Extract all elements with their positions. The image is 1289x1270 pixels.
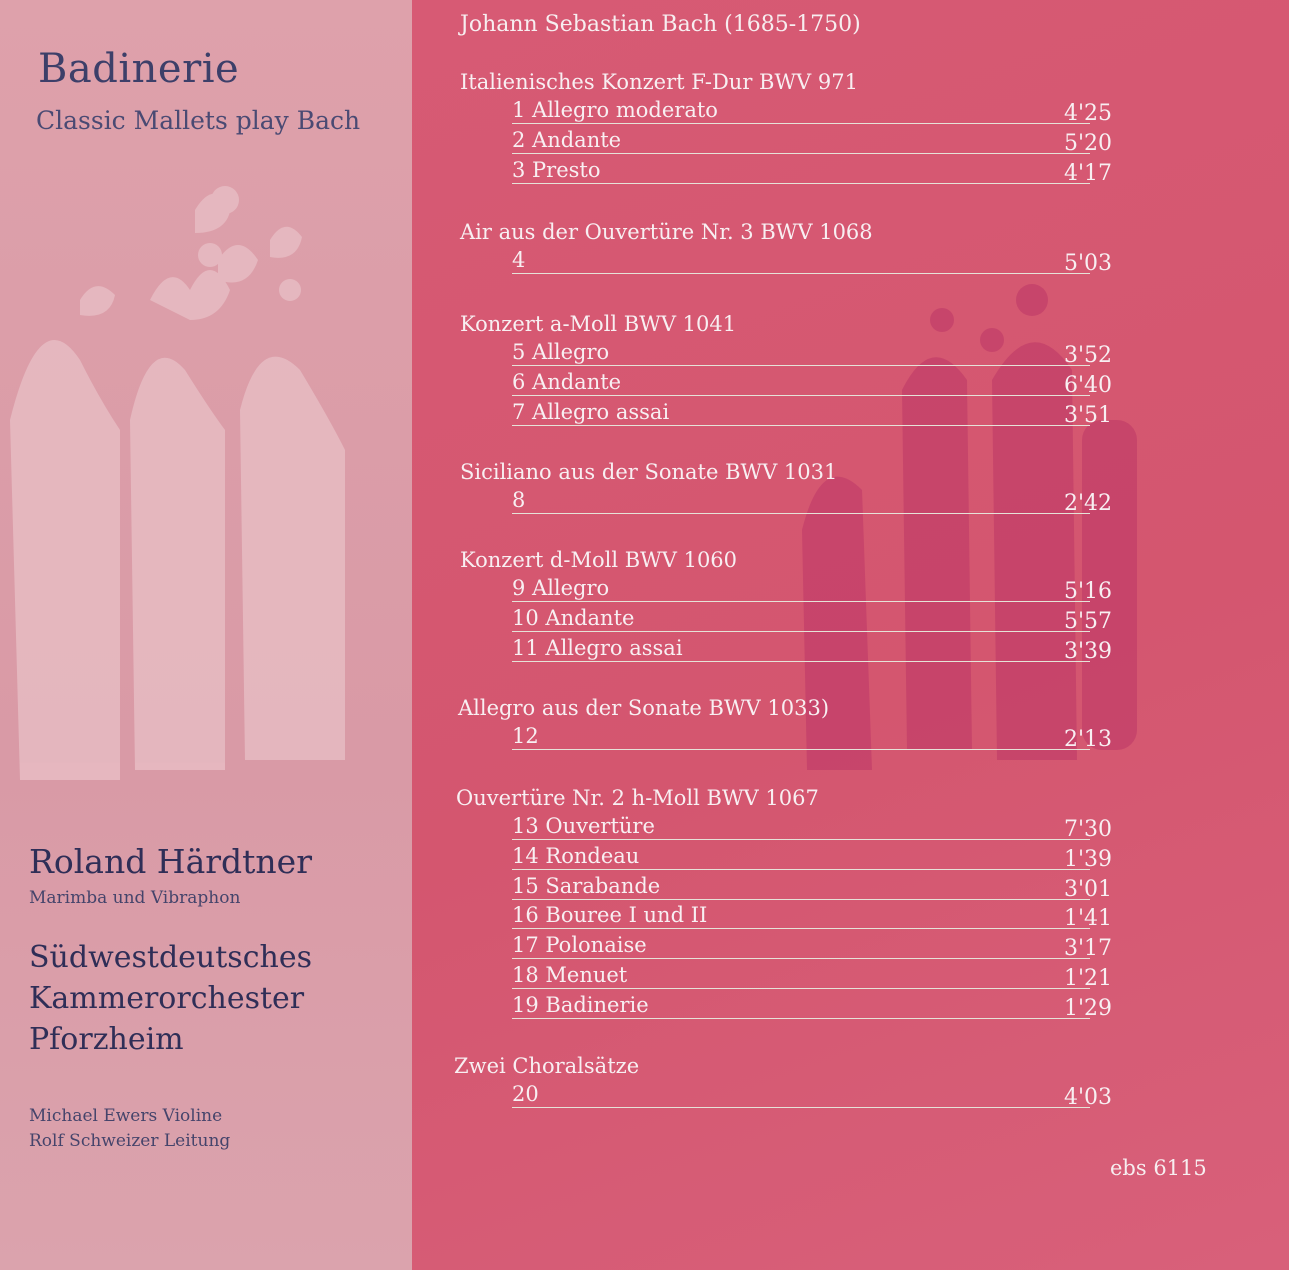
track-row: [512, 874, 1112, 904]
track-row: [512, 128, 1112, 158]
track-duration: 6'40: [1063, 372, 1112, 398]
track-row: [512, 636, 1112, 666]
track-duration: 5'03: [1063, 251, 1112, 276]
track-duration: 3'39: [1063, 638, 1112, 664]
orchestra-name: [29, 937, 312, 1060]
credit-line: Rolf Schweizer Leitung: [29, 1131, 231, 1151]
track-duration: 5'16: [1063, 579, 1112, 604]
work-title: Ouvertüre Nr. 2 h-Moll BWV 1067: [456, 786, 819, 810]
catalog-number: ebs 6115: [1110, 1156, 1207, 1180]
track-row: [512, 488, 1112, 518]
track-rule: [512, 631, 1090, 632]
composer-heading: Johann Sebastian Bach (1685-1750): [460, 12, 861, 37]
track-name: 18 Menuet: [512, 963, 628, 987]
track-rule: [512, 601, 1090, 602]
track-name: 17 Polonaise: [512, 933, 647, 958]
track-name: 8: [512, 488, 526, 512]
credits: [29, 1104, 230, 1154]
track-duration: 1'41: [1063, 906, 1112, 932]
track-rule: [512, 869, 1090, 870]
performer-name: Roland Härdtner: [29, 842, 312, 881]
track-rule: [512, 153, 1090, 154]
track-row: [512, 963, 1112, 993]
track-duration: 3'52: [1063, 343, 1112, 368]
track-row: [512, 576, 1112, 606]
track-row: [512, 158, 1112, 188]
credit-line: Michael Ewers Violine: [29, 1106, 223, 1126]
track-name: 15 Sarabande: [512, 873, 661, 898]
track-row: [512, 844, 1112, 874]
track-name: 2 Andante: [512, 127, 622, 152]
track-row: [512, 98, 1112, 128]
orchestra-line: Südwestdeutsches: [29, 940, 312, 975]
track-name: 9 Allegro: [512, 576, 610, 600]
orchestra-line: Kammerorchester: [29, 981, 305, 1016]
track-row: [512, 400, 1112, 430]
work-title: Zwei Choralsätze: [454, 1054, 640, 1078]
track-rule: [512, 1107, 1090, 1108]
track-rule: [512, 928, 1090, 929]
track-duration: 7'30: [1063, 817, 1112, 842]
track-row: [512, 606, 1112, 636]
track-duration: 5'20: [1063, 130, 1112, 156]
track-duration: 3'17: [1063, 936, 1112, 962]
track-name: 4: [512, 248, 526, 272]
track-name: 10 Andante: [512, 605, 635, 630]
track-row: [512, 903, 1112, 933]
track-row: [512, 340, 1112, 370]
track-duration: 4'17: [1063, 160, 1112, 186]
track-duration: 4'03: [1063, 1085, 1112, 1110]
work-title: Allegro aus der Sonate BWV 1033): [458, 696, 830, 720]
track-duration: 1'39: [1063, 846, 1112, 872]
track-rule: [512, 395, 1090, 396]
track-duration: 2'42: [1063, 491, 1112, 516]
track-row: [512, 993, 1112, 1023]
track-name: 19 Badinerie: [512, 992, 649, 1017]
work-title: Konzert a-Moll BWV 1041: [460, 312, 737, 336]
track-duration: 4'25: [1063, 101, 1112, 126]
track-rule: [512, 513, 1090, 514]
track-duration: 1'29: [1063, 995, 1112, 1021]
track-rule: [512, 899, 1090, 900]
work-title: Konzert d-Moll BWV 1060: [460, 548, 738, 572]
track-name: 20: [512, 1082, 539, 1106]
track-rule: [512, 958, 1090, 959]
orchestra-line: Pforzheim: [29, 1022, 184, 1057]
track-row: [512, 248, 1112, 278]
track-duration: 3'51: [1063, 402, 1112, 428]
track-duration: 2'13: [1063, 727, 1112, 752]
track-name: 1 Allegro moderato: [512, 98, 718, 122]
track-duration: 3'01: [1063, 876, 1112, 902]
track-rule: [512, 273, 1090, 274]
track-row: [512, 1082, 1112, 1112]
track-name: 7 Allegro assai: [512, 399, 670, 424]
track-name: 3 Presto: [512, 157, 601, 182]
performer-instrument: Marimba und Vibraphon: [29, 888, 241, 908]
track-rule: [512, 839, 1090, 840]
track-name: 11 Allegro assai: [512, 635, 683, 660]
track-duration: 5'57: [1063, 608, 1112, 634]
track-name: 14 Rondeau: [512, 843, 640, 868]
track-name: 13 Ouvertüre: [512, 814, 655, 838]
work-title: Air aus der Ouvertüre Nr. 3 BWV 1068: [460, 220, 873, 244]
track-rule: [512, 365, 1090, 366]
track-row: [512, 933, 1112, 963]
track-name: 5 Allegro: [512, 340, 610, 364]
track-rule: [512, 123, 1090, 124]
track-rule: [512, 1018, 1090, 1019]
track-rule: [512, 988, 1090, 989]
work-title: Siciliano aus der Sonate BWV 1031: [460, 460, 838, 484]
work-title: Italienisches Konzert F-Dur BWV 971: [460, 70, 858, 94]
track-rule: [512, 183, 1090, 184]
album-title: Badinerie: [38, 46, 240, 92]
track-row: [512, 370, 1112, 400]
left-panel: [0, 0, 412, 1270]
track-rule: [512, 749, 1090, 750]
track-rule: [512, 661, 1090, 662]
track-row: [512, 724, 1112, 754]
album-subtitle: Classic Mallets play Bach: [36, 106, 361, 135]
track-name: 16 Bouree I und II: [512, 903, 708, 928]
track-duration: 1'21: [1063, 966, 1112, 991]
track-name: 12: [512, 724, 539, 748]
track-name: 6 Andante: [512, 369, 622, 394]
track-row: [512, 814, 1112, 844]
track-rule: [512, 425, 1090, 426]
